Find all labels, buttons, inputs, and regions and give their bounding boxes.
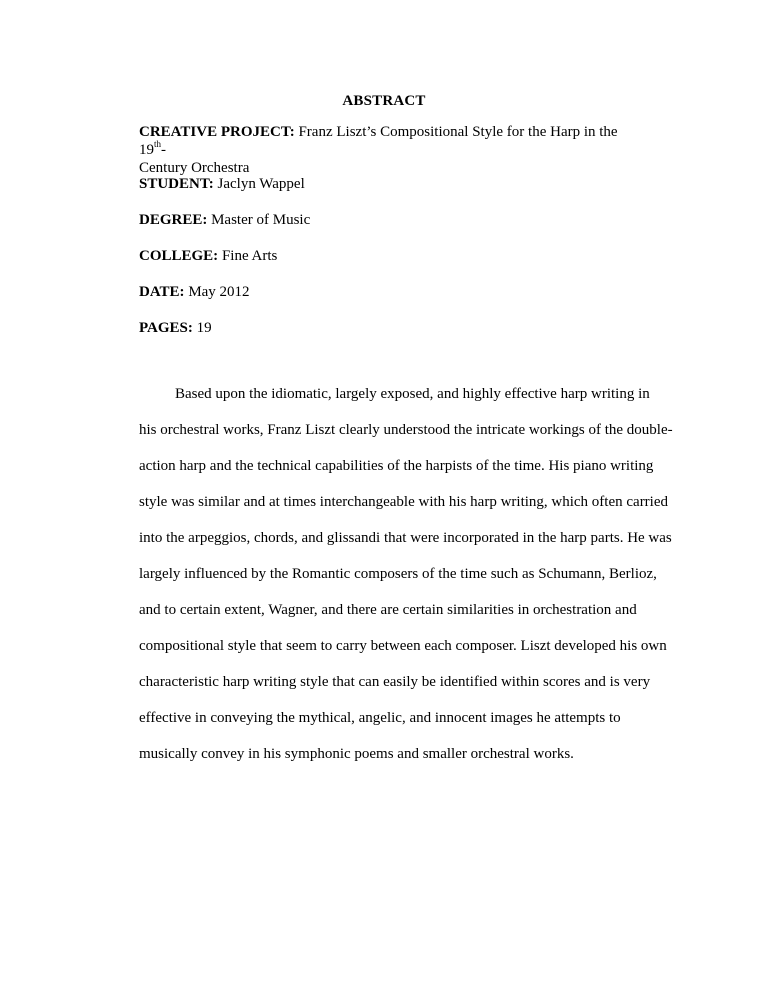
date-value: May 2012	[188, 284, 250, 300]
body-line: largely influenced by the Romantic composers of the time such as Schumann, Berlioz,	[139, 566, 657, 582]
creative-project-hyphen: -	[161, 142, 167, 158]
pages-field	[139, 319, 639, 337]
student-field	[139, 175, 639, 193]
body-line: action harp and the technical capabilities of the harpists of the time. His piano writing	[139, 458, 654, 474]
date-field	[139, 283, 639, 301]
body-line: into the arpeggios, chords, and glissandi that were incorporated in the harp parts. He was	[139, 530, 672, 546]
body-line: style was similar and at times interchangeable with his harp writing, which often carried	[139, 494, 669, 510]
date-label: DATE:	[139, 284, 185, 300]
creative-project-field	[139, 123, 639, 177]
body-line: compositional style that seem to carry between each composer. Liszt developed his own	[139, 638, 667, 654]
abstract-body	[139, 385, 673, 781]
body-line: and to certain extent, Wagner, and there are certain similarities in orchestration and	[139, 602, 637, 618]
creative-project-title-text: Franz Liszt’s Compositional Style for the Harp in the 19	[139, 124, 618, 158]
body-line: characteristic harp writing style that can easily be identified within scores and is very	[139, 674, 651, 690]
college-value: Fine Arts	[221, 248, 278, 264]
pages-label: PAGES:	[139, 320, 193, 336]
college-label: COLLEGE:	[139, 248, 219, 264]
degree-value: Master of Music	[211, 212, 311, 228]
pages-value: 19	[196, 320, 212, 336]
degree-field	[139, 211, 639, 229]
creative-project-value-line2: Century Orchestra	[139, 160, 250, 176]
creative-project-label: CREATIVE PROJECT:	[139, 124, 295, 140]
body-line: musically convey in his symphonic poems and smaller orchestral works.	[139, 746, 574, 762]
college-field	[139, 247, 639, 265]
body-line: his orchestral works, Franz Liszt clearly understood the intricate workings of the double-	[139, 422, 673, 438]
student-value: Jaclyn Wappel	[217, 176, 305, 192]
body-line: effective in conveying the mythical, angelic, and innocent images he attempts to	[139, 710, 621, 726]
ordinal-suffix: th	[154, 139, 162, 149]
body-line: Based upon the idiomatic, largely exposed, and highly effective harp writing in	[175, 386, 650, 402]
student-label: STUDENT:	[139, 176, 214, 192]
abstract-heading: ABSTRACT	[342, 93, 426, 109]
degree-label: DEGREE:	[139, 212, 208, 228]
